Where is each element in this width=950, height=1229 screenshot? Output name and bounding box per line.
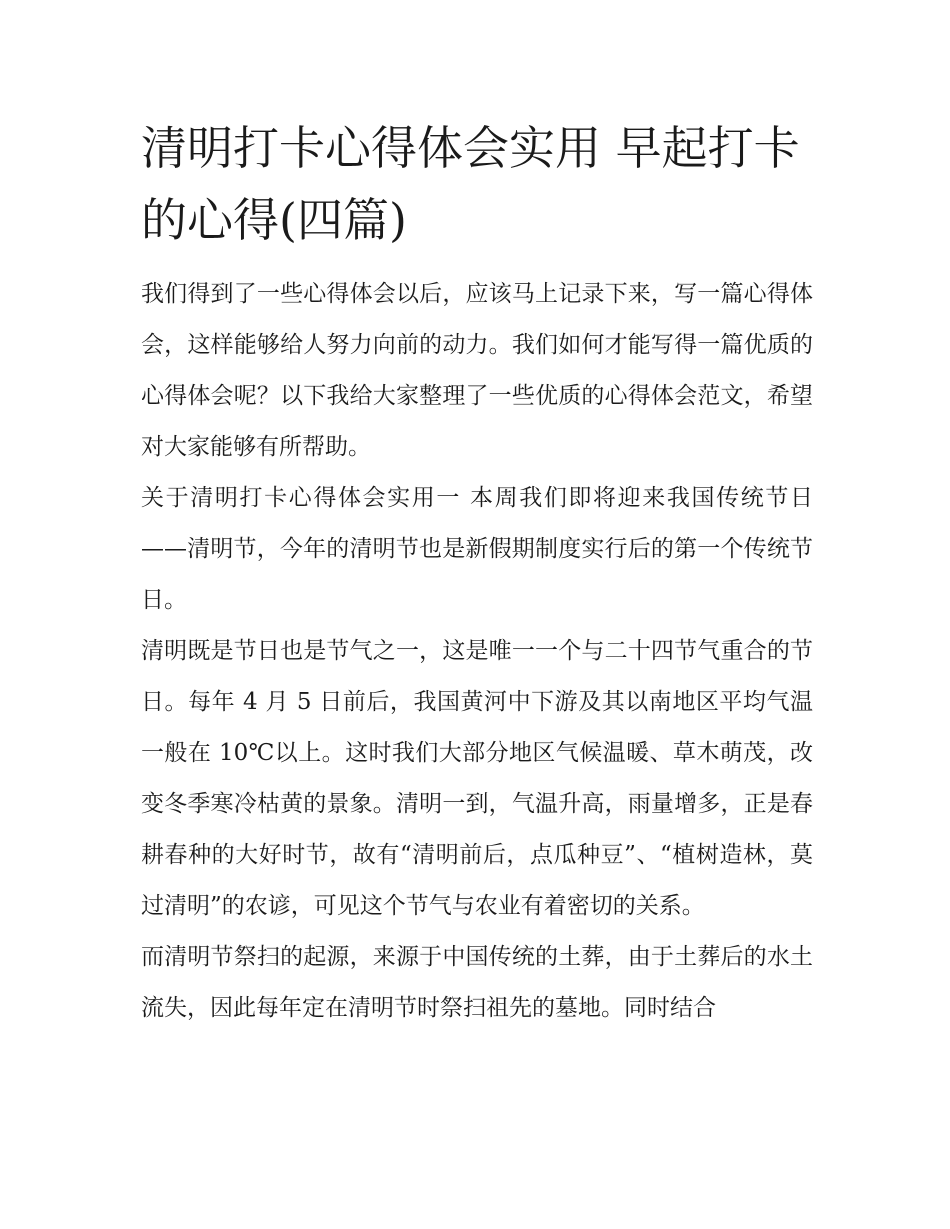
document-page xyxy=(141,112,813,1034)
paragraph-1: 关于清明打卡心得体会实用一 本周我们即将迎来我国传统节日——清明节，今年的清明节也是新假期制度实行后的第一个传统节日。 xyxy=(141,485,813,613)
paragraph-intro: 我们得到了一些心得体会以后，应该马上记录下来，写一篇心得体会，这样能够给人努力向前的动力。我们如何才能写得一篇优质的心得体会呢？以下我给大家整理了一些优质的心得体会范文，希望对大家能够有所帮助。 xyxy=(141,281,813,460)
document-title: 清明打卡心得体会实用 早起打卡的心得(四篇) xyxy=(141,121,800,247)
paragraph-3: 而清明节祭扫的起源，来源于中国传统的土葬，由于土葬后的水土流失，因此每年定在清明节时祭扫祖先的墓地。同时结合 xyxy=(141,944,813,1021)
paragraph-2: 清明既是节日也是节气之一，这是唯一一个与二十四节气重合的节日。每年 4 月 5 日前后，我国黄河中下游及其以南地区平均气温一般在 10℃以上。这时我们大部分地区气候温暖、草木萌茂，改变冬季寒冷枯黄的景象。清明一到，气温升高，雨量增多，正是春耕春种的大好时节，故有“清明前后，点瓜种豆”、“植树造林，莫过清明”的农谚，可见这个节气与农业有着密切的关系。 xyxy=(141,638,813,919)
